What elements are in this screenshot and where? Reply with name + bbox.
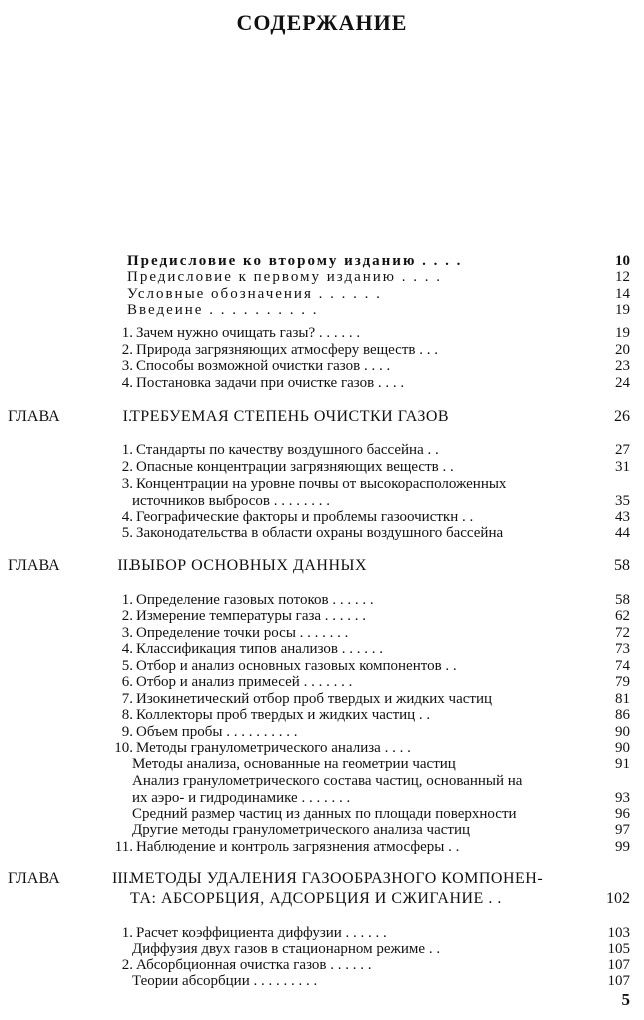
toc-entry: [0, 640, 644, 658]
toc-entry: [0, 607, 644, 625]
toc-entry: [0, 374, 644, 392]
entry-page: 43: [615, 509, 630, 525]
entry-title: МЕТОДЫ УДАЛЕНИЯ ГАЗООБРАЗНОГО КОМПОНЕН-: [130, 870, 544, 887]
entry-page: 99: [615, 839, 630, 855]
toc-entry: [0, 755, 644, 773]
entry-page: 44: [615, 525, 630, 541]
entry-title: источников выбросов . . . . . . . .: [132, 493, 331, 509]
section-number: 3.: [121, 358, 133, 374]
entry-title: Наблюдение и контроль загрязнения атмосферы . .: [136, 839, 460, 855]
entry-page: 79: [615, 674, 630, 690]
section-number: 10.: [114, 740, 133, 756]
section-number: 5.: [121, 525, 133, 541]
toc-entry: [0, 458, 644, 476]
entry-title: их аэро- и гидродинамике . . . . . . .: [132, 790, 351, 806]
entry-page: 23: [615, 358, 630, 374]
entry-page: 86: [615, 707, 630, 723]
toc-entry: [0, 706, 644, 724]
toc-entry: [0, 838, 644, 856]
toc-chapter: [0, 557, 644, 575]
chapter-label: ГЛАВА: [8, 557, 60, 574]
toc-chapter: [0, 408, 644, 426]
section-number: 2.: [121, 608, 133, 624]
entry-page: 35: [615, 493, 630, 509]
toc-entry: [0, 301, 644, 319]
entry-title: Абсорбционная очистка газов . . . . . .: [136, 957, 372, 973]
section-number: 3.: [121, 625, 133, 641]
section-number: 4.: [121, 375, 133, 391]
entry-page: 19: [615, 302, 630, 318]
entry-title: Определение точки росы . . . . . . .: [136, 625, 349, 641]
entry-title: Классификация типов анализов . . . . . .: [136, 641, 384, 657]
entry-page: 93: [615, 790, 630, 806]
entry-page: 91: [615, 756, 630, 772]
section-number: 3.: [121, 476, 133, 492]
entry-page: 102: [606, 890, 630, 907]
entry-title: Анализ гранулометрического состава частиц, основанный на: [132, 773, 523, 789]
entry-title: Изокинетический отбор проб твердых и жидких частиц: [136, 691, 493, 707]
entry-page: 27: [615, 442, 630, 458]
entry-title: Коллекторы проб твердых и жидких частиц . .: [136, 707, 431, 723]
toc-entry: [0, 441, 644, 459]
entry-title: Предисловие ко второму изданию . . . .: [127, 253, 463, 269]
entry-page: 72: [615, 625, 630, 641]
entry-page: 24: [615, 375, 630, 391]
page-number: 5: [621, 990, 630, 1009]
entry-title: Диффузия двух газов в стационарном режиме . .: [132, 941, 441, 957]
entry-title: Предисловие к первому изданию . . . .: [127, 269, 443, 285]
chapter-label: ГЛАВА: [8, 870, 60, 887]
toc-entry: [0, 524, 644, 542]
chapter-number: II.: [117, 557, 132, 574]
section-number: 6.: [121, 674, 133, 690]
section-number: 2.: [121, 342, 133, 358]
toc-chapter: [0, 870, 644, 888]
entry-title: Отбор и анализ примесей . . . . . . .: [136, 674, 353, 690]
section-number: 1.: [121, 325, 133, 341]
entry-title: Зачем нужно очищать газы? . . . . . .: [136, 325, 361, 341]
entry-page: 96: [615, 806, 630, 822]
entry-page: 103: [607, 925, 630, 941]
entry-page: 107: [607, 973, 630, 989]
entry-title: Законодательства в области охраны воздушного бассейна: [136, 525, 504, 541]
toc-entry: [0, 324, 644, 342]
entry-title: Определение газовых потоков . . . . . .: [136, 592, 374, 608]
section-number: 2.: [121, 957, 133, 973]
section-number: 5.: [121, 658, 133, 674]
entry-title: Отбор и анализ основных газовых компонентов . .: [136, 658, 457, 674]
entry-title: Природа загрязняющих атмосферу веществ . . .: [136, 342, 438, 358]
entry-title: Средний размер частиц из данных по площади поверхности: [132, 806, 517, 822]
entry-title: ТА: АБСОРБЦИЯ, АДСОРБЦИЯ И СЖИГАНИЕ . .: [130, 890, 502, 907]
entry-title: Расчет коэффициента диффузии . . . . . .: [136, 925, 387, 941]
toc-entry: [0, 772, 644, 790]
entry-page: 62: [615, 608, 630, 624]
entry-title: Теории абсорбции . . . . . . . . .: [132, 973, 318, 989]
entry-page: 81: [615, 691, 630, 707]
entry-title: Условные обозначения . . . . . .: [127, 286, 382, 302]
toc-entry: [0, 890, 644, 908]
entry-page: 90: [615, 724, 630, 740]
entry-title: Концентрации на уровне почвы от высокорасположенных: [136, 476, 507, 492]
entry-title: Объем пробы . . . . . . . . . .: [136, 724, 298, 740]
entry-title: ВЫБОР ОСНОВНЫХ ДАННЫХ: [130, 557, 368, 574]
chapter-number: III.: [112, 870, 132, 887]
entry-title: Постановка задачи при очистке газов . . . .: [136, 375, 405, 391]
entry-page: 20: [615, 342, 630, 358]
entry-title: Методы анализа, основанные на геометрии частиц: [132, 756, 456, 772]
section-number: 9.: [121, 724, 133, 740]
entry-page: 73: [615, 641, 630, 657]
entry-title: Другие методы гранулометрического анализа частиц: [132, 822, 471, 838]
section-number: 1.: [121, 592, 133, 608]
entry-page: 12: [615, 269, 630, 285]
section-number: 7.: [121, 691, 133, 707]
entry-title: Географические факторы и проблемы газоочисткн . .: [136, 509, 474, 525]
entry-title: Введеине . . . . . . . . . .: [127, 302, 319, 318]
chapter-label: ГЛАВА: [8, 408, 60, 425]
entry-page: 105: [607, 941, 630, 957]
entry-title: Измерение температуры газа . . . . . .: [136, 608, 367, 624]
toc-entry: [0, 475, 644, 493]
section-number: 4.: [121, 509, 133, 525]
entry-page: 74: [615, 658, 630, 674]
section-number: 8.: [121, 707, 133, 723]
entry-title: Методы гранулометрического анализа . . . .: [136, 740, 411, 756]
chapter-number: I.: [122, 408, 132, 425]
entry-title: Способы возможной очистки газов . . . .: [136, 358, 391, 374]
entry-title: Стандарты по качеству воздушного бассейна . .: [136, 442, 439, 458]
section-number: 4.: [121, 641, 133, 657]
entry-page: 31: [615, 459, 630, 475]
toc-entry: [0, 972, 644, 990]
entry-page: 107: [607, 957, 630, 973]
entry-title: ТРЕБУЕМАЯ СТЕПЕНЬ ОЧИСТКИ ГАЗОВ: [130, 408, 450, 425]
entry-page: 58: [614, 557, 630, 574]
section-number: 1.: [121, 442, 133, 458]
entry-page: 10: [615, 253, 630, 269]
toc-entry: [0, 268, 644, 286]
section-number: 11.: [114, 839, 133, 855]
section-number: 1.: [121, 925, 133, 941]
entry-page: 26: [614, 408, 630, 425]
entry-page: 58: [615, 592, 630, 608]
entry-title: Опасные концентрации загрязняющих веществ . .: [136, 459, 454, 475]
section-number: 2.: [121, 459, 133, 475]
toc-entry: [0, 673, 644, 691]
entry-page: 90: [615, 740, 630, 756]
entry-page: 14: [615, 286, 630, 302]
entry-page: 19: [615, 325, 630, 341]
toc-entry: [0, 357, 644, 375]
toc-entry: [0, 821, 644, 839]
entry-page: 97: [615, 822, 630, 838]
page-title: СОДЕРЖАНИЕ: [236, 10, 408, 35]
